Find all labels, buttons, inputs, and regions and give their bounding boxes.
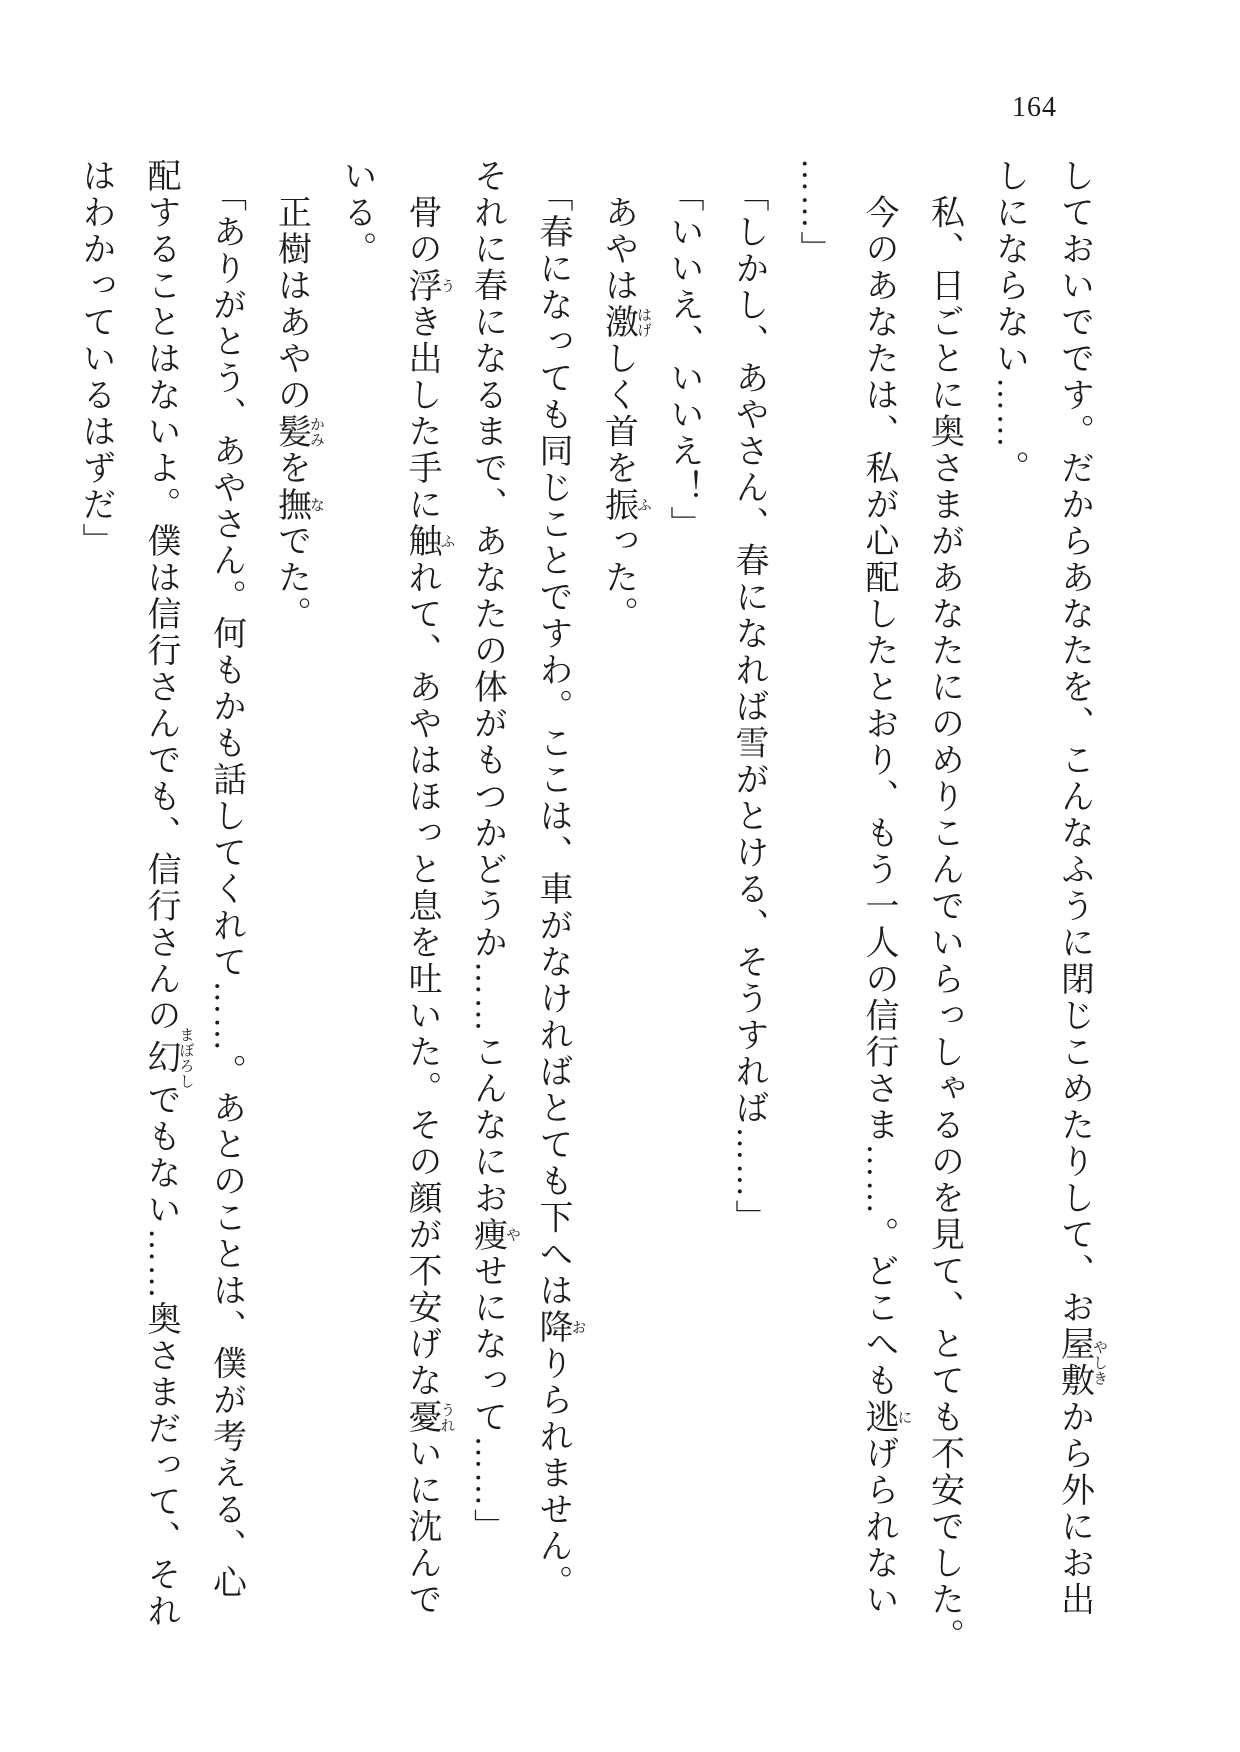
text-area bbox=[63, 158, 1107, 1655]
ruby-annotated-word: 振ふ bbox=[599, 486, 651, 523]
text-line: 私、日ごとに奥さまがあなたにのめりこんでいらっしゃるのを見て、とても不安でした。 bbox=[925, 158, 963, 1655]
ruby-annotated-word: 逃に bbox=[860, 1399, 912, 1436]
ruby-annotated-word: 浮う bbox=[403, 267, 455, 304]
ruby-annotated-word: 憂うれ bbox=[403, 1399, 455, 1436]
ruby-annotated-word: 痩や bbox=[468, 1216, 520, 1253]
ruby-annotated-word: 屋敷やしき bbox=[1055, 1326, 1107, 1399]
ruby-annotated-word: 降お bbox=[534, 1309, 586, 1346]
ruby-annotated-word: 激はげ bbox=[599, 304, 651, 341]
text-line: 骨の浮うき出した手に触ふれて、あやはほっと息を吐いた。その顔が不安げな憂うれいに沈んで bbox=[403, 158, 455, 1618]
ruby-annotated-word: 触ふ bbox=[403, 523, 455, 560]
text-line: あやは激はげしく首を振ふった。 bbox=[599, 158, 651, 633]
page-number: 164 bbox=[1012, 92, 1057, 123]
text-line: それに春になるまで、あなたの体がもつかどうか……こんなにお痩やせになって……」 bbox=[468, 158, 520, 1545]
text-line: いる。 bbox=[338, 158, 375, 268]
text-line: しにならない……。 bbox=[990, 158, 1028, 487]
ruby-annotated-word: 撫な bbox=[272, 486, 324, 523]
text-line: 今のあなたは、私が心配したとおり、もう一人の信行さま……。どこへも逃にげられない bbox=[860, 158, 912, 1618]
text-line: 配することはないよ。僕は信行さんでも、信行さんの幻まぼろしでもない……奥さまだって、それ bbox=[142, 158, 194, 1630]
text-line: 正樹はあやの髪かみを撫なでた。 bbox=[272, 158, 324, 633]
ruby-annotated-word: 髪かみ bbox=[272, 413, 324, 450]
text-line: はわかっているはずだ」 bbox=[77, 158, 114, 560]
text-line: 「ありがとう、あやさん。何もかも話してくれて……。あとのことは、僕が考える、心 bbox=[207, 158, 245, 1601]
text-line: 「春になっても同じことですわ。ここは、車がなければとても下へは降おりられません。 bbox=[534, 158, 586, 1601]
text-line: 「いいえ、いいえ！」 bbox=[665, 158, 702, 543]
text-line: 「しかし、あやさん、春になれば雪がとける、そうすれば……」 bbox=[730, 158, 767, 1236]
text-line: しておいでです。だからあなたを、こんなふうに閉じこめたりして、お屋敷やしきから外にお出 bbox=[1055, 158, 1107, 1618]
text-line: ……」 bbox=[795, 158, 832, 268]
ruby-annotated-word: 幻まぼろし bbox=[142, 1027, 194, 1089]
